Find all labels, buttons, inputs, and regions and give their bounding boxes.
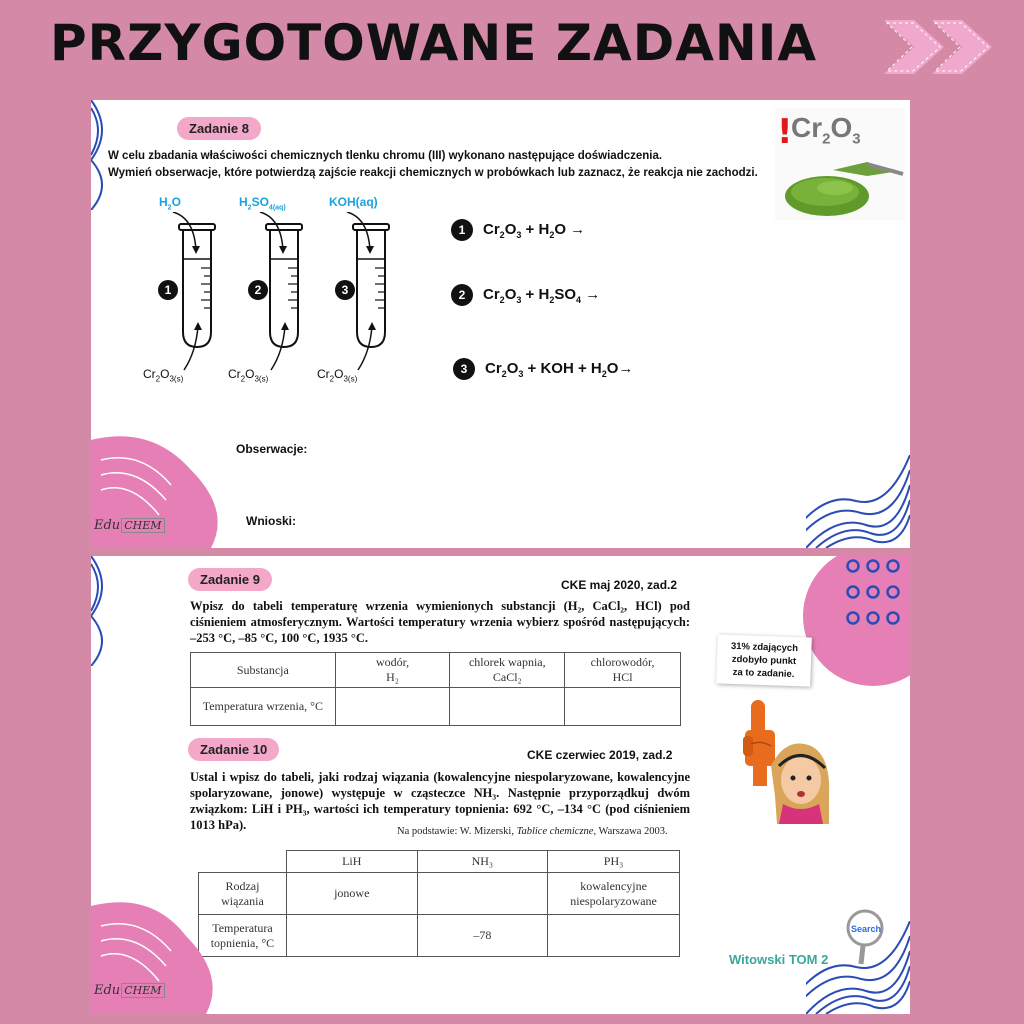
chevron-right-icon <box>884 12 1014 82</box>
table-10-cell[interactable]: jonowe <box>286 873 417 915</box>
educhem-logo-2: Edu CHEM <box>94 983 165 998</box>
mascot-avatar <box>731 696 841 824</box>
table-9-col-h2: wodór, H₂ <box>335 653 450 688</box>
table-9-col-hcl: chlorowodór, HCl <box>565 653 681 688</box>
reaction-2-number: 2 <box>451 284 473 306</box>
reaction-2: 2 $Cr_2O_3 + H_2SO_4$ → <box>451 284 600 306</box>
reaction-3-number: 3 <box>453 358 475 380</box>
table-10-cell[interactable] <box>417 873 548 915</box>
task-9-text: Wpisz do tabeli temperaturę wrzenia wymienionych substancji (H₂, CaCl₂, HCl) pod ciśnieniem atmosferycznym. Wartości temperatury wrzenia wybierz spośród następujących: –253 °C, –85 °C, 100 °C, 1935 °C. <box>190 599 690 645</box>
table-9-cell[interactable] <box>565 688 681 726</box>
table-9-col-cacl2: chlorek wapnia, CaCl₂ <box>450 653 565 688</box>
educhem-logo: Edu CHEM <box>94 518 165 533</box>
table-9-header-substance: Substancja <box>191 653 336 688</box>
score-note-card: 31% zdających zdobyło punkt za to zadanie. <box>716 634 812 686</box>
task-10-source: CKE czerwiec 2019, zad.2 <box>527 748 673 762</box>
wave-decoration-bottom-right <box>806 455 910 548</box>
test-tubes-diagram <box>146 212 406 372</box>
foam-finger-icon <box>743 700 775 786</box>
tasks-9-10-slide <box>91 556 910 1014</box>
wave-decoration-top-left-2 <box>91 556 121 666</box>
table-10-corner <box>199 851 287 873</box>
reaction-1-number: 1 <box>451 219 473 241</box>
tube-3-reagent-label: KOH(aq) <box>329 195 378 209</box>
task-8-pill: Zadanie 8 <box>177 117 261 140</box>
wave-decoration-bottom-right-2 <box>806 921 910 1014</box>
tube-3-sample-label: $Cr_2O_{3(s)}$ <box>317 367 358 384</box>
table-10-col-nh3: NH₃ <box>417 851 548 873</box>
table-10-col-lih: LiH <box>286 851 417 873</box>
conclusions-label: Wnioski: <box>246 514 296 528</box>
task-9-pill: Zadanie 9 <box>188 568 272 591</box>
exclamation-icon: ! <box>777 112 793 152</box>
cartoon-girl <box>771 744 829 825</box>
tube-2-sample-label: $Cr_2O_{3(s)}$ <box>228 367 269 384</box>
tube-2-reagent-label: $H_2SO_{4(aq)}$ <box>239 195 286 212</box>
reaction-3: 3 $Cr_2O_3$ + KOH + $H_2O\to$ <box>453 358 633 380</box>
table-9-cell[interactable] <box>335 688 450 726</box>
table-10-cell[interactable]: kowalencyjne niespolaryzowane <box>548 873 680 915</box>
tube-1-sample-label: $Cr_2O_{3(s)}$ <box>143 367 184 384</box>
tube-3-number: 3 <box>335 280 355 300</box>
task-8-slide <box>91 100 910 548</box>
table-10-col-ph3: PH₃ <box>548 851 680 873</box>
dots-grid-icon <box>843 556 903 628</box>
tube-2-number: 2 <box>248 280 268 300</box>
task-10-pill: Zadanie 10 <box>188 738 279 761</box>
observations-label: Obserwacje: <box>236 442 308 456</box>
reaction-1: 1 $Cr_2O_3 + H_2O$ → <box>451 219 585 241</box>
task-10-source-note: Na podstawie: W. Mizerski, Tablice chemiczne, Warszawa 2003. <box>397 826 668 837</box>
witowski-label: Witowski TOM 2 <box>729 952 829 967</box>
task-9-table <box>190 652 681 726</box>
tube-1-number: 1 <box>158 280 178 300</box>
test-tube-1 <box>173 212 215 370</box>
cr2o3-sample-image <box>775 108 905 220</box>
table-9-row-boiling-temp: Temperatura wrzenia, °C <box>191 688 336 726</box>
table-10-cell[interactable] <box>286 915 417 957</box>
tube-1-reagent-label: $H_2O$ <box>159 195 181 212</box>
table-10-row-melting-temp: Temperatura topnienia, °C <box>199 915 287 957</box>
table-10-cell[interactable] <box>548 915 680 957</box>
cr2o3-badge-label: $Cr_2O_3$ <box>791 112 861 148</box>
table-10-cell[interactable]: –78 <box>417 915 548 957</box>
task-8-intro-line-1: W celu zbadania właściwości chemicznych tlenku chromu (III) wykonano następujące doświadczenia. <box>108 150 663 162</box>
task-10-text: Ustal i wpisz do tabeli, jaki rodzaj wiązania (kowalencyjne niespolaryzowane, kowalencyjne spolaryzowane, jonowe) występuje w cząsteczce NH₃. Następnie przyporządkuj dwóm związkom: LiH i PH₃, wartości ich temperatury topnienia: 692 °C, –134 °C (pod ciśnieniem 1013 hPa). <box>190 770 690 832</box>
svg-text:Search: Search <box>851 924 882 934</box>
task-9-source: CKE maj 2020, zad.2 <box>561 578 678 592</box>
task-8-intro-line-2: Wymień obserwacje, które potwierdzą zajście reakcji chemicznych w probówkach lub zaznacz, że reakcja nie zachodzi. <box>108 167 758 179</box>
table-10-row-bond-type: Rodzaj wiązania <box>199 873 287 915</box>
table-9-cell[interactable] <box>450 688 565 726</box>
task-10-table <box>198 850 680 957</box>
page-title: PRZYGOTOWANE ZADANIA <box>50 14 818 72</box>
green-powder-icon <box>775 148 905 220</box>
